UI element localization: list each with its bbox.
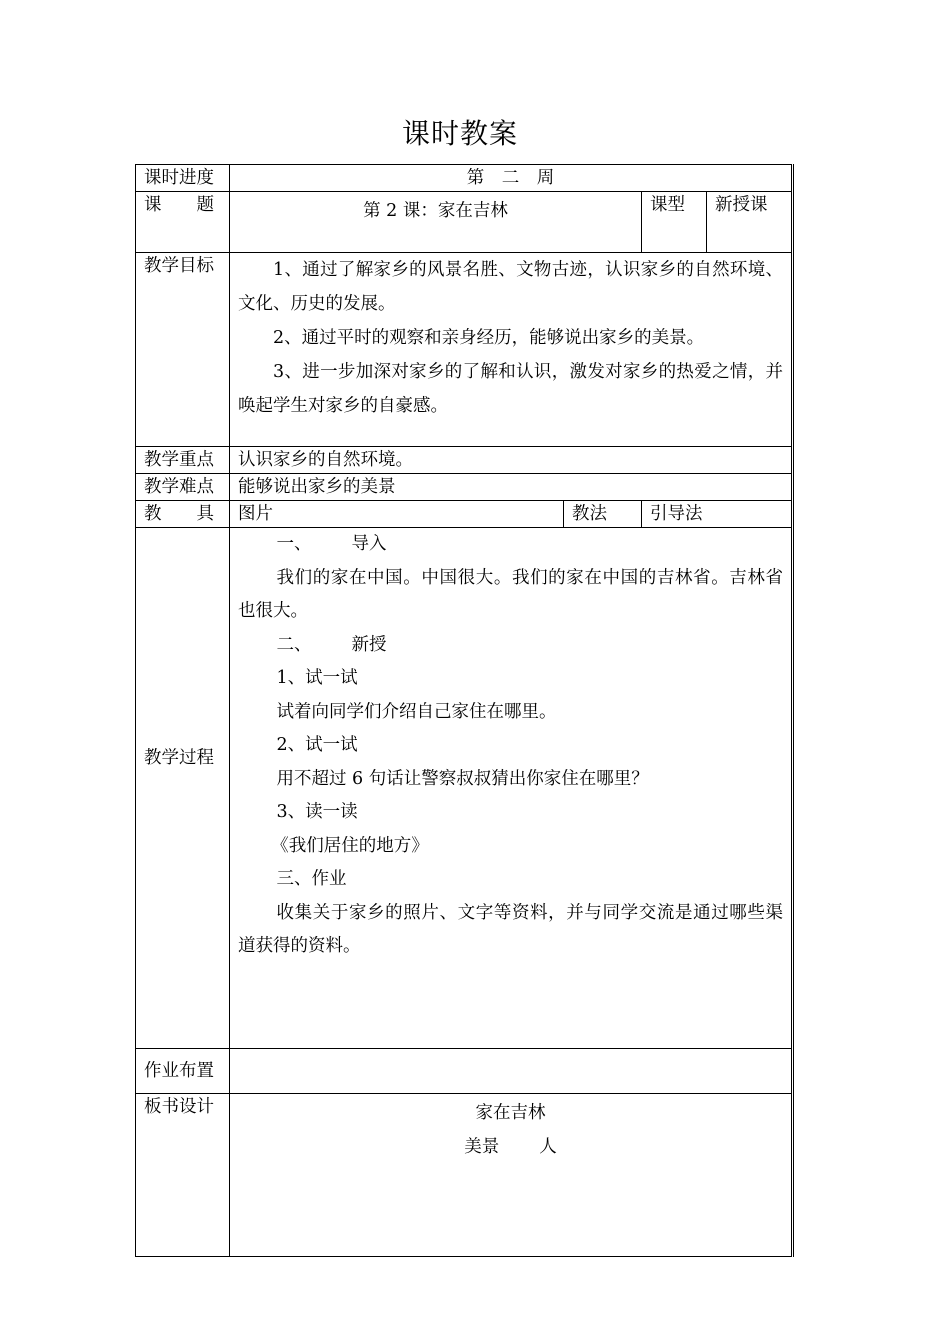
method-value: 引导法: [642, 501, 793, 528]
step-1-heading: 1、试一试: [276, 668, 358, 688]
progress-value: 第 二 周: [230, 165, 793, 192]
difficulty-value: 能够说出家乡的美景: [230, 474, 793, 501]
board-item-scenery: 美景: [464, 1137, 500, 1157]
step-3-text: 《我们居住的地方》: [271, 835, 429, 856]
goal-item: 1、通过了解家乡的风景名胜、文物古迹，认识家乡的自然环境、文化、历史的发展。: [238, 260, 784, 314]
lesson-type-value: 新授课: [707, 192, 793, 253]
row-board-design: [136, 1094, 793, 1257]
topic-value: 第 2 课：家在吉林: [230, 192, 642, 253]
row-process: [136, 528, 793, 1049]
board-title: 家在吉林: [475, 1103, 546, 1123]
process-content: [230, 528, 793, 1049]
method-label: 教法: [564, 501, 642, 528]
board-items: [238, 1130, 783, 1164]
topic-label: 课 题: [136, 192, 230, 253]
step-2-heading: 2、试一试: [276, 735, 358, 755]
homework-value: [230, 1049, 793, 1094]
page-title: 课时教案: [401, 117, 518, 150]
lesson-type-label: 课型: [642, 192, 707, 253]
lesson-plan-table: [135, 164, 794, 1257]
board-item-people: 人: [539, 1137, 557, 1157]
section-homework-heading: 三、作业: [276, 869, 347, 889]
section-intro-heading: 一、 导入: [276, 534, 387, 554]
key-point-value: 认识家乡的自然环境。: [230, 447, 793, 474]
row-difficulty: [136, 474, 793, 501]
row-goals: [136, 253, 793, 447]
intro-text: 我们的家在中国。中国很大。我们的家在中国的吉林省。吉林省也很大。: [238, 567, 784, 621]
goal-item: 3、进一步加深对家乡的了解和认识，激发对家乡的热爱之情，并唤起学生对家乡的自豪感。: [238, 362, 784, 416]
row-homework: [136, 1049, 793, 1094]
step-2-text: 用不超过 6 句话让警察叔叔猜出你家住在哪里？: [276, 768, 649, 789]
goal-item: 2、通过平时的观察和亲身经历，能够说出家乡的美景。: [273, 328, 705, 348]
tools-value: 图片: [230, 501, 564, 528]
step-3-heading: 3、读一读: [276, 802, 358, 822]
goals-content: [230, 253, 793, 447]
step-1-text: 试着向同学们介绍自己家住在哪里。: [276, 701, 557, 722]
row-tools: [136, 501, 793, 528]
key-point-label: 教学重点: [136, 447, 230, 474]
process-label: 教学过程: [136, 528, 230, 1049]
progress-label: 课时进度: [136, 165, 230, 192]
homework-text: 收集关于家乡的照片、文字等资料，并与同学交流是通过哪些渠道获得的资料。: [238, 902, 784, 956]
board-content: [230, 1094, 793, 1257]
section-new-heading: 二、 新授: [276, 634, 387, 655]
row-progress: [136, 165, 793, 192]
goals-label: 教学目标: [136, 253, 230, 447]
homework-label: 作业布置: [136, 1049, 230, 1094]
tools-label: 教 具: [136, 501, 230, 528]
row-topic: [136, 192, 793, 253]
difficulty-label: 教学难点: [136, 474, 230, 501]
board-label: 板书设计: [136, 1094, 230, 1257]
row-key-point: [136, 447, 793, 474]
